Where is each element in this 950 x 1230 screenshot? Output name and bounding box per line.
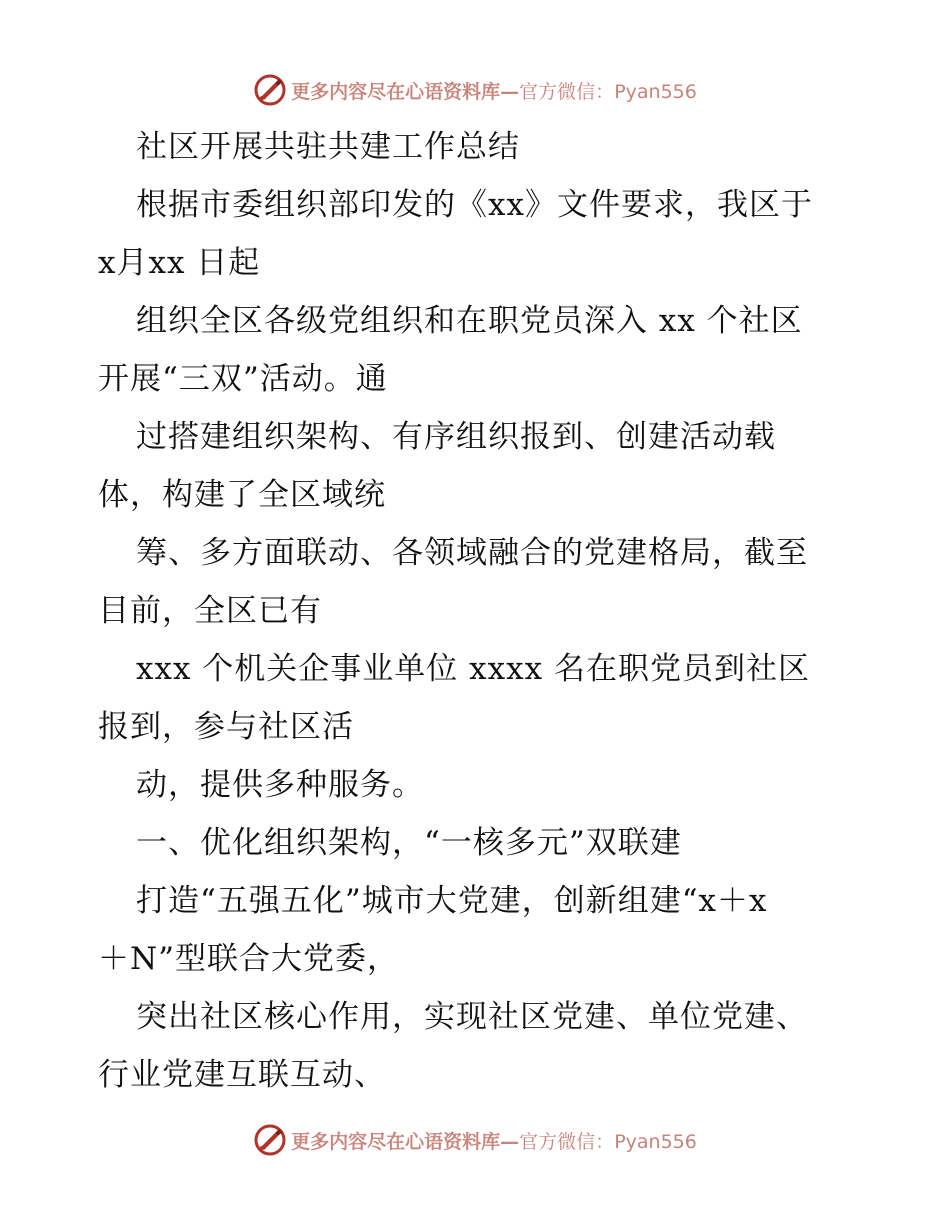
pen-circle-icon bbox=[253, 73, 287, 107]
text-line: 报到，参与社区活 bbox=[98, 709, 354, 745]
banner-separator: — bbox=[500, 80, 520, 103]
text-line: xxx 个机关企事业单位 xxxx 名在职党员到社区 bbox=[136, 651, 810, 687]
header-banner bbox=[0, 70, 950, 110]
text-line: 动，提供多种服务。 bbox=[136, 767, 424, 803]
banner-contact-label: 官方微信： bbox=[519, 80, 615, 103]
footer-banner bbox=[0, 1120, 950, 1160]
banner-contact-id: Pyan556 bbox=[614, 1130, 697, 1153]
banner-text bbox=[291, 77, 697, 104]
header-banner-content bbox=[253, 73, 697, 107]
text-line: 根据市委组织部印发的《xx》文件要求，我区于 bbox=[136, 187, 813, 223]
banner-slogan: 更多内容尽在心语资料库 bbox=[291, 1130, 501, 1153]
text-line: 突出社区核心作用，实现社区党建、单位党建、 bbox=[136, 999, 808, 1035]
text-line: 打造“五强五化”城市大党建，创新组建“x＋x bbox=[136, 883, 768, 919]
pen-circle-icon bbox=[253, 1123, 287, 1157]
text-line: 体，构建了全区域统 bbox=[98, 477, 386, 513]
text-line: 目前，全区已有 bbox=[98, 593, 322, 629]
document-title: 社区开展共驻共建工作总结 bbox=[136, 129, 520, 165]
banner-slogan: 更多内容尽在心语资料库 bbox=[291, 80, 501, 103]
banner-separator: — bbox=[500, 1130, 520, 1153]
text-line: 开展“三双”活动。通 bbox=[98, 361, 388, 397]
banner-text bbox=[291, 1127, 697, 1154]
footer-banner-content bbox=[253, 1123, 697, 1157]
section-heading: 一、优化组织架构，“一核多元”双联建 bbox=[136, 825, 682, 861]
banner-contact-label: 官方微信： bbox=[519, 1130, 615, 1153]
text-line: ＋N”型联合大党委， bbox=[98, 941, 399, 977]
text-line: 筹、多方面联动、各领域融合的党建格局，截至 bbox=[136, 535, 808, 571]
text-line: 行业党建互联互动、 bbox=[98, 1057, 386, 1093]
text-line: 组织全区各级党组织和在职党员深入 xx 个社区 bbox=[136, 303, 803, 339]
document-body bbox=[98, 118, 858, 1104]
banner-contact-id: Pyan556 bbox=[614, 80, 697, 103]
text-line: x月xx 日起 bbox=[98, 245, 261, 281]
text-line: 过搭建组织架构、有序组织报到、创建活动载 bbox=[136, 419, 776, 455]
